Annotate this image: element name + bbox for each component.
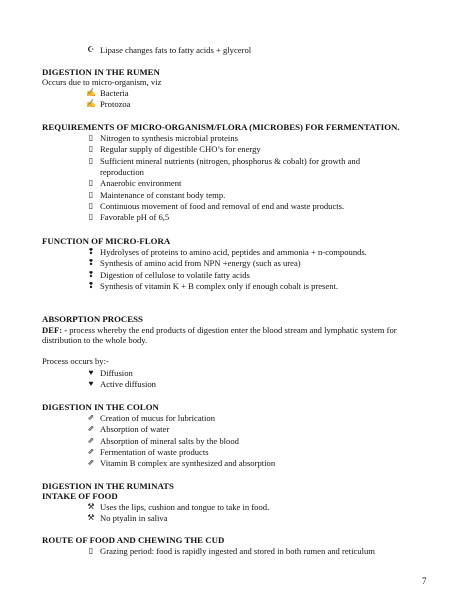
arrow-bullet-icon: ⇗ bbox=[87, 436, 95, 445]
section-heading: DIGESTION IN THE RUMEN bbox=[42, 67, 160, 77]
exclamation-bullet-icon: ❢ bbox=[87, 281, 95, 290]
exclamation-bullet-icon: ❢ bbox=[87, 270, 95, 279]
box-bullet-icon: ▯ bbox=[88, 178, 94, 187]
section-heading: REQUIREMENTS OF MICRO-ORGANISM/FLORA (MICROBES) FOR FERMENTATION. bbox=[42, 122, 400, 132]
page-number: 7 bbox=[422, 576, 427, 586]
arrow-bullet-icon: ⇗ bbox=[87, 447, 95, 456]
list-item: Sufficient mineral nutrients (nitrogen, phosphorus & cobalt) for growth and bbox=[100, 156, 360, 166]
list-item: Uses the lips, cushion and tongue to take in food. bbox=[100, 502, 270, 512]
list-item: Continuous movement of food and removal of end and waste products. bbox=[100, 201, 345, 211]
list-item: Creation of mucus for lubrication bbox=[100, 413, 216, 423]
hammer-pick-bullet-icon: ⚒ bbox=[87, 513, 95, 522]
intro-text: Occurs due to micro-organism, viz bbox=[42, 77, 162, 87]
box-bullet-icon: ▯ bbox=[88, 156, 94, 165]
list-item: Hydrolyses of proteins to amino acid, peptides and ammonia + n-compounds. bbox=[100, 247, 367, 257]
list-item: Bacteria bbox=[100, 88, 129, 98]
list-item: Fermentation of waste products bbox=[100, 447, 209, 457]
list-item: Regular supply of digestible CHO’s for energy bbox=[100, 144, 261, 154]
list-item: Absorption of water bbox=[100, 424, 170, 434]
exclamation-bullet-icon: ❢ bbox=[87, 247, 95, 256]
list-item: Maintenance of constant body temp. bbox=[100, 190, 226, 200]
bullet-text: Lipase changes fats to fatty acids + glycerol bbox=[100, 45, 252, 55]
list-item: Synthesis of vitamin K + B complex only if enough cobalt is present. bbox=[100, 281, 339, 291]
list-item: Protozoa bbox=[100, 99, 131, 109]
list-item: Synthesis of amino acid from NPN +energy (such as urea) bbox=[100, 258, 301, 268]
writing-hand-bullet-icon: ✍ bbox=[86, 99, 96, 108]
box-bullet-icon: ▯ bbox=[88, 212, 94, 221]
definition-text: process whereby the end products of digestion enter the blood stream and lymphatic system for bbox=[67, 325, 397, 335]
list-item: Nitrogen to synthesis microbial proteins bbox=[100, 133, 238, 143]
list-item: Diffusion bbox=[100, 368, 133, 378]
list-item: Digestion of cellulose to volatile fatty acids bbox=[100, 270, 250, 280]
writing-hand-bullet-icon: ✍ bbox=[86, 88, 96, 97]
definition-line-2: distribution to the whole body. bbox=[42, 335, 148, 345]
occurs-text: Process occurs by:- bbox=[42, 356, 109, 366]
hammer-pick-bullet-icon: ⚒ bbox=[87, 502, 95, 511]
heart-bullet-icon: ♥ bbox=[88, 379, 94, 388]
section-subheading: INTAKE OF FOOD bbox=[42, 491, 118, 501]
list-item: Absorption of mineral salts by the blood bbox=[100, 436, 239, 446]
section-heading: FUNCTION OF MICRO-FLORA bbox=[42, 236, 171, 246]
box-bullet-icon: ▯ bbox=[88, 133, 94, 142]
list-item-continuation: reproduction bbox=[100, 167, 144, 177]
box-bullet-icon: ▯ bbox=[88, 201, 94, 210]
list-item: Vitamin B complex are synthesized and absorption bbox=[100, 458, 276, 468]
definition-line bbox=[42, 325, 397, 335]
section-heading: ROUTE OF FOOD AND CHEWING THE CUD bbox=[42, 535, 225, 545]
list-item: Grazing period: food is rapidly ingested and stored in both rumen and reticulum bbox=[100, 546, 375, 556]
exclamation-bullet-icon: ❢ bbox=[87, 258, 95, 267]
section-heading: ABSORPTION PROCESS bbox=[42, 314, 143, 324]
box-bullet-icon: ▯ bbox=[88, 546, 94, 555]
list-item: No ptyalin in saliva bbox=[100, 513, 168, 523]
list-item: Favorable pH of 6,5 bbox=[100, 212, 170, 222]
arrow-bullet-icon: ⇗ bbox=[87, 413, 95, 422]
heart-bullet-icon: ♥ bbox=[88, 368, 94, 377]
box-bullet-icon: ▯ bbox=[88, 190, 94, 199]
moon-bullet-icon: ☪ bbox=[87, 45, 95, 54]
list-item: Anaerobic environment bbox=[100, 178, 182, 188]
arrow-bullet-icon: ⇗ bbox=[87, 424, 95, 433]
arrow-bullet-icon: ⇗ bbox=[87, 458, 95, 467]
box-bullet-icon: ▯ bbox=[88, 144, 94, 153]
definition-label: DEF: - bbox=[42, 325, 68, 335]
list-item: Active diffusion bbox=[100, 379, 156, 389]
section-heading: DIGESTION IN THE COLON bbox=[42, 402, 159, 412]
section-heading: DIGESTION IN THE RUMINATS bbox=[42, 481, 174, 491]
